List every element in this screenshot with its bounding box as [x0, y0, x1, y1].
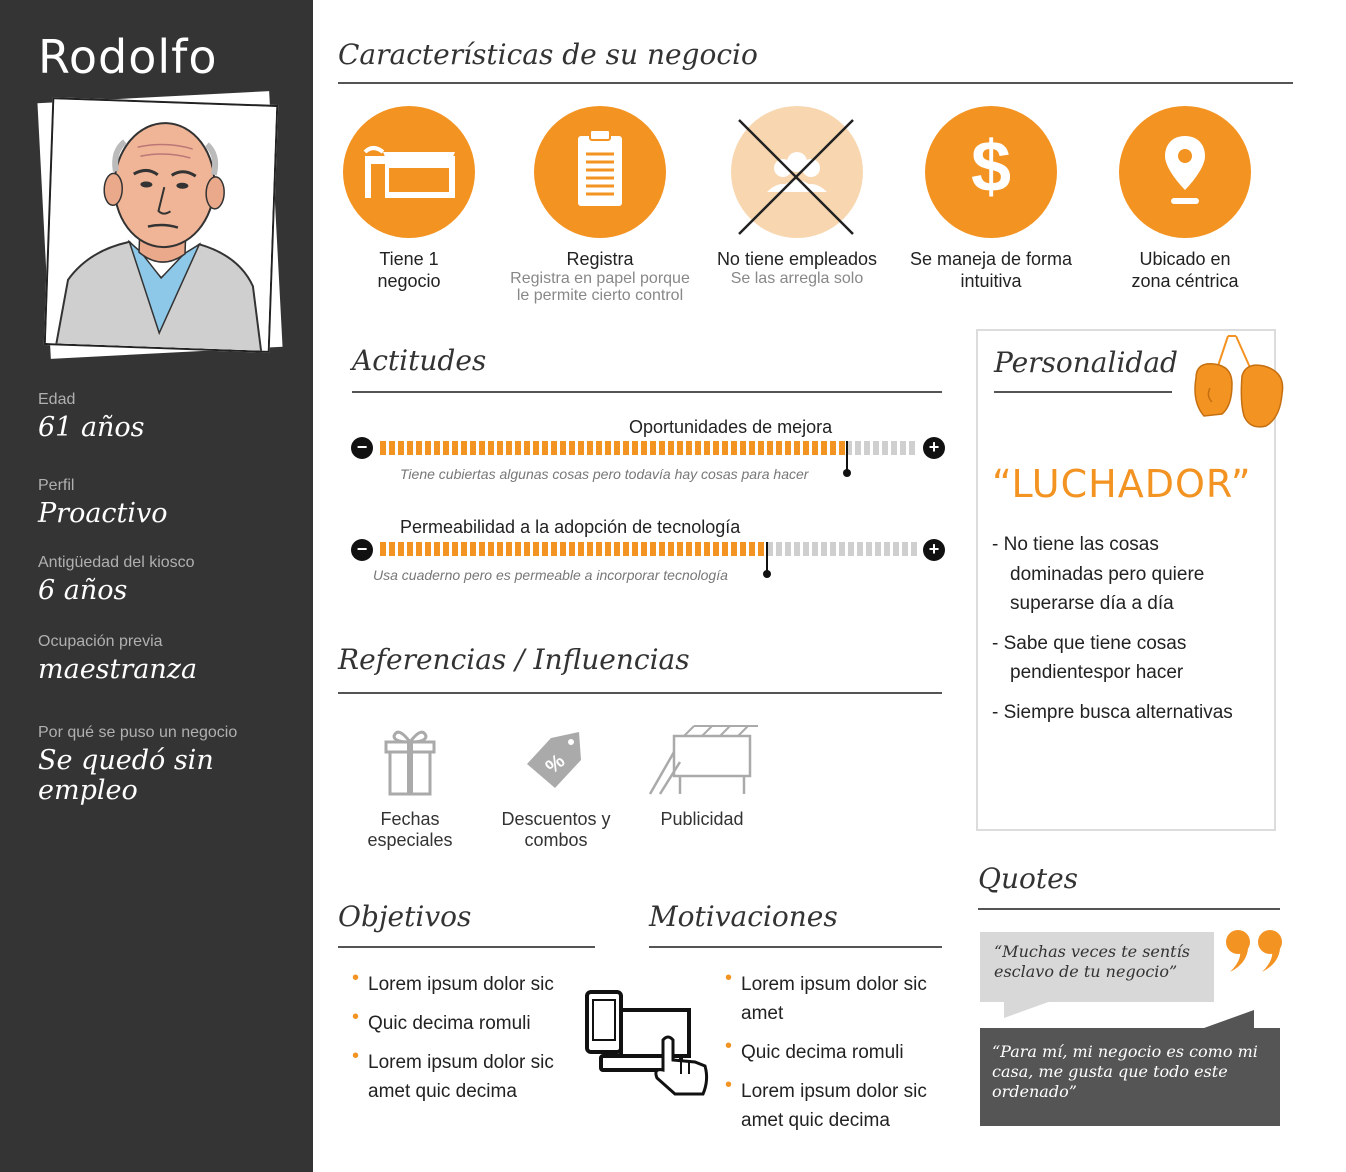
divider: [338, 82, 1293, 84]
divider: [994, 391, 1172, 393]
divider: [649, 946, 942, 948]
field-ocupacion: Ocupación previa maestranza: [38, 633, 198, 685]
quote-bubble: “Muchas veces te sentís esclavo de tu negocio”: [980, 932, 1214, 1002]
persona-sidebar: [0, 0, 313, 1172]
plus-icon: +: [923, 539, 945, 561]
motivations-list: [719, 970, 949, 1145]
old-man-portrait-icon: [46, 99, 279, 353]
list-item: • Quic decima romuli: [719, 1038, 949, 1067]
char-item-negocio: Tiene 1 negocio: [314, 106, 504, 292]
list-item: - Siempre busca alternativas: [992, 701, 1233, 723]
minus-icon: −: [351, 437, 373, 459]
billboard-icon: [644, 722, 760, 796]
list-item: • Lorem ipsum dolor sic: [346, 970, 582, 999]
quote-marks-icon: [1224, 928, 1290, 974]
section-title-quotes: Quotes: [978, 862, 1079, 895]
boxing-gloves-icon: [1186, 332, 1298, 436]
persona-name: Rodolfo: [38, 30, 218, 84]
divider: [338, 692, 942, 694]
field-antiguedad: Antigüedad del kiosco 6 años: [38, 554, 195, 606]
attitude-note-mejora: Tiene cubiertas algunas cosas pero todavía hay cosas para hacer: [400, 466, 809, 482]
plus-icon: +: [923, 437, 945, 459]
char-item-ubicacion: Ubicado en zona céntrica: [1090, 106, 1280, 292]
char-item-empleados: No tiene empleados Se las arregla solo: [702, 106, 892, 287]
svg-text:%: %: [541, 750, 570, 779]
attitude-bar-tecnologia: [380, 542, 918, 556]
quote-bubble: “Para mí, mi negocio es como mi casa, me gusta que todo este ordenado”: [980, 1028, 1280, 1126]
list-item: • Quic decima romuli: [346, 1009, 582, 1038]
field-edad: Edad 61 años: [38, 391, 145, 443]
clipboard-icon: [534, 106, 666, 238]
employees-crossed-icon: [731, 106, 863, 238]
section-title-personalidad: Personalidad: [994, 346, 1178, 379]
list-item: • Lorem ipsum dolor sic amet quic decima: [346, 1048, 582, 1106]
divider: [352, 391, 942, 393]
list-item: • Lorem ipsum dolor sic amet quic decima: [719, 1077, 949, 1135]
bubble-tail: [1204, 1010, 1254, 1030]
reference-item-fechas: Fechas especiales: [350, 722, 470, 851]
personality-word: “LUCHADOR”: [992, 462, 1252, 506]
discount-tag-icon: [521, 722, 591, 796]
section-title-motivaciones: Motivaciones: [649, 900, 838, 933]
objectives-list: [346, 970, 582, 1116]
list-item: - Sabe que tiene cosas pendientespor hacer: [992, 632, 1187, 683]
devices-touch-icon: [585, 990, 713, 1096]
field-motivo: Por qué se puso un negocio Se quedó sin empleo: [38, 724, 238, 806]
char-item-intuitiva: $ Se maneja de forma intuitiva: [896, 106, 1086, 292]
attitude-note-tecnologia: Usa cuaderno pero es permeable a incorporar tecnología: [373, 567, 728, 583]
divider: [338, 946, 595, 948]
char-item-registra: Registra Registra en papel porque le permite cierto control: [505, 106, 695, 304]
section-title-actitudes: Actitudes: [352, 344, 487, 377]
list-item: - No tiene las cosas dominadas pero quiere superarse día a día: [992, 534, 1205, 614]
section-title-caracteristicas: Características de su negocio: [338, 38, 758, 71]
dollar-icon: $: [925, 106, 1057, 238]
reference-item-publicidad: Publicidad: [642, 722, 762, 830]
field-perfil: Perfil Proactivo: [38, 477, 168, 529]
section-title-referencias: Referencias / Influencias: [338, 643, 690, 676]
reference-item-descuentos: % Descuentos y combos: [496, 722, 616, 851]
minus-icon: −: [351, 539, 373, 561]
divider: [978, 908, 1280, 910]
attitude-bar-mejora: [380, 441, 918, 455]
personality-list: [992, 530, 1252, 737]
persona-photo: [40, 95, 280, 357]
storefront-icon: [343, 106, 475, 238]
list-item: • Lorem ipsum dolor sic amet: [719, 970, 949, 1028]
section-title-objetivos: Objetivos: [338, 900, 472, 933]
attitude-label-mejora: Oportunidades de mejora: [629, 417, 833, 437]
gift-icon: [380, 722, 440, 796]
attitude-marker: [846, 441, 848, 473]
bubble-tail: [1004, 1000, 1054, 1020]
location-pin-icon: [1119, 106, 1251, 238]
attitude-label-tecnologia: Permeabilidad a la adopción de tecnología: [400, 517, 741, 537]
attitude-marker: [766, 542, 768, 574]
